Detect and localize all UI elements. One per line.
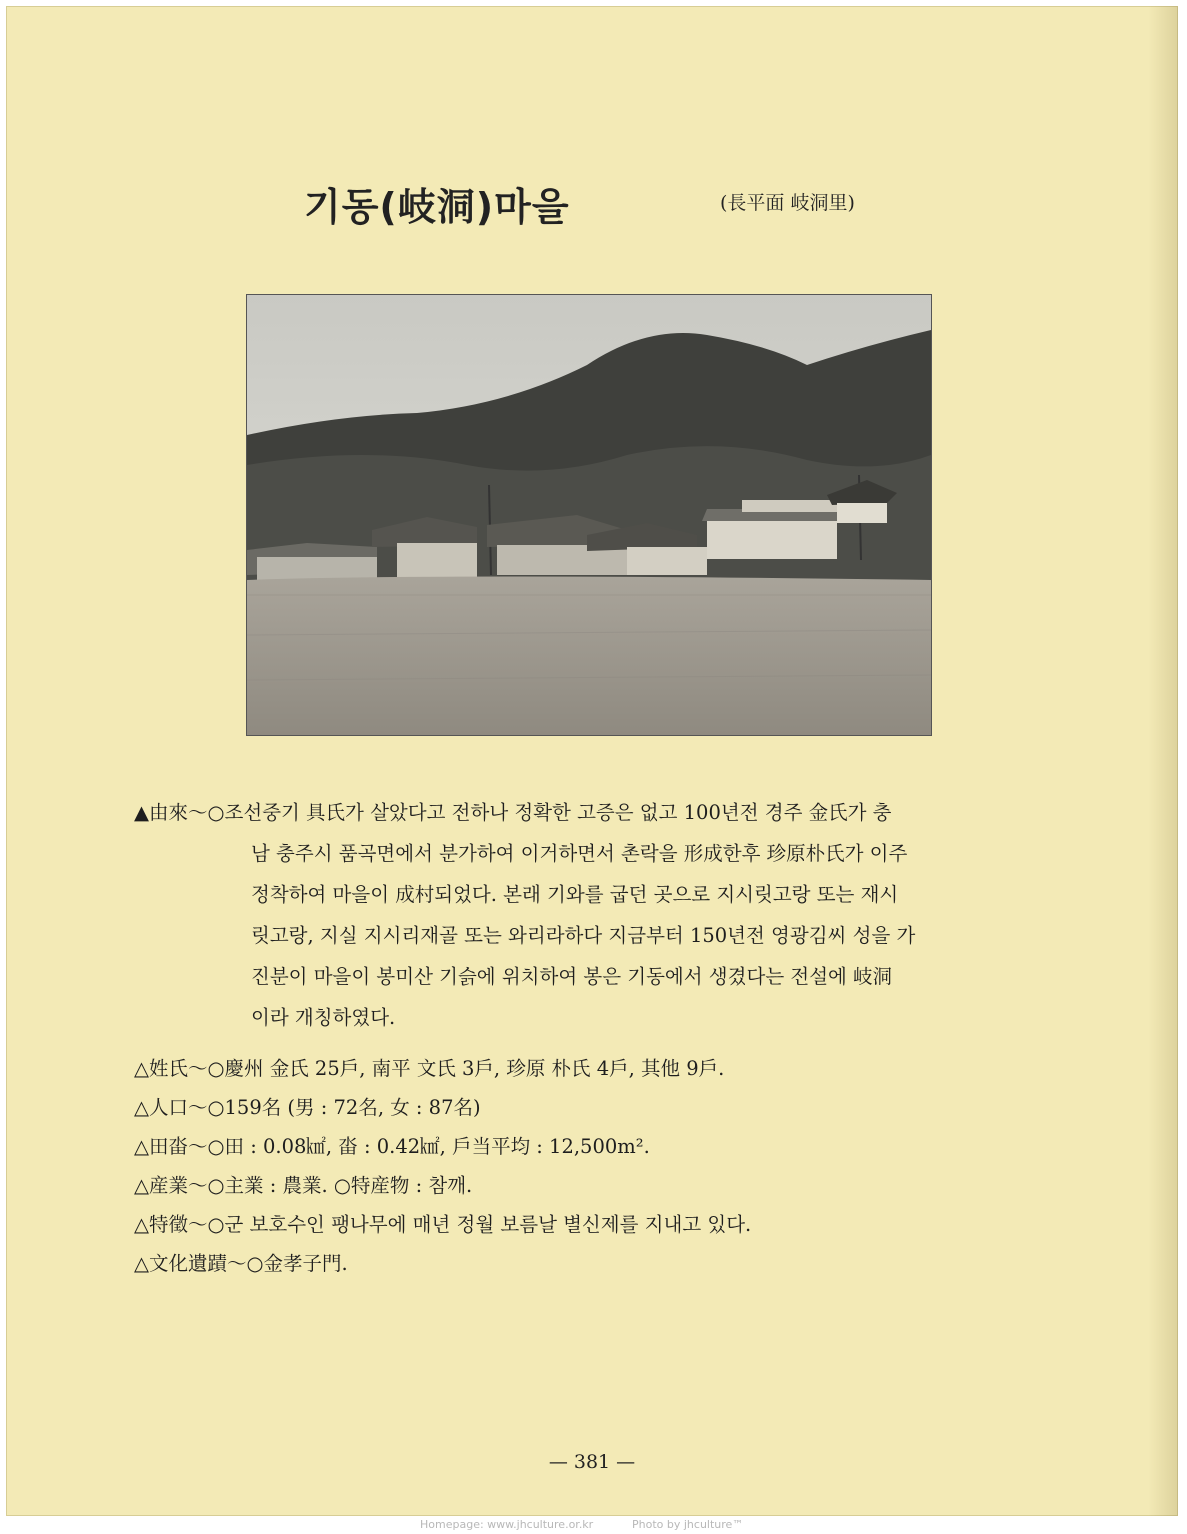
entry-features-text: ○군 보호수인 팽나무에 매년 정월 보름날 별신제를 지내고 있다. <box>207 1213 752 1236</box>
entry-population-text: ○159名 (男 : 72名, 女 : 87名) <box>207 1096 481 1119</box>
entry-origin-line-5: 진분이 마을이 봉미산 기슭에 위치하여 봉은 기동에서 생겼다는 전설에 岐洞 <box>251 965 893 988</box>
scan-footer <box>0 1516 1187 1534</box>
entry-origin-line-4: 릿고랑, 지실 지시리재골 또는 와리라하다 지금부터 150년전 영광김씨 성을 가 <box>251 924 916 947</box>
entry-origin-line-3: 정착하여 마을이 成村되었다. 본래 기와를 굽던 곳으로 지시릿고랑 또는 재시 <box>251 883 899 906</box>
entry-heritage-text: ○金孝子門. <box>246 1252 348 1275</box>
entry-features <box>134 1206 1064 1243</box>
entry-surnames-text: ○慶州 金氏 25戶, 南平 文氏 3戶, 珍原 朴氏 4戶, 其他 9戶. <box>207 1057 725 1080</box>
entry-surnames <box>134 1050 1064 1087</box>
entry-heritage-marker: △文化遺蹟～ <box>134 1252 247 1275</box>
entry-industry <box>134 1167 1064 1204</box>
entry-industry-text: ○主業 : 農業. ○特産物 : 참깨. <box>207 1174 473 1197</box>
entry-population <box>134 1089 1064 1126</box>
book-page <box>6 6 1178 1516</box>
photo-credit: Photo by jhculture™ <box>632 1518 744 1531</box>
entry-farmland <box>134 1128 1064 1165</box>
entry-farmland-marker: △田畓～ <box>134 1135 208 1158</box>
entry-heritage <box>134 1245 1064 1282</box>
entry-origin <box>134 792 1064 1038</box>
entry-origin-line-6: 이라 개칭하였다. <box>251 1006 396 1029</box>
page-gutter-shade <box>1148 6 1178 1516</box>
entry-features-marker: △特徵～ <box>134 1213 208 1236</box>
entry-origin-line-2: 남 충주시 품곡면에서 분가하여 이거하면서 촌락을 形成한후 珍原朴氏가 이주 <box>251 842 908 865</box>
village-info <box>134 792 1064 1284</box>
entry-industry-marker: △産業～ <box>134 1174 208 1197</box>
entry-origin-marker: ▲由來～ <box>134 801 208 824</box>
entry-origin-line-1: ▲由來～○조선중기 具氏가 살았다고 전하나 정확한 고증은 없고 100년전 경주 金氏가 충 <box>134 801 892 824</box>
page-subtitle: (長平面 岐洞里) <box>720 192 855 214</box>
entry-population-marker: △人口～ <box>134 1096 208 1119</box>
page-number: — 381 — <box>548 1451 636 1473</box>
page-title: 기동(岐洞)마을 <box>304 185 570 229</box>
homepage-credit: Homepage: www.jhculture.or.kr <box>420 1518 594 1531</box>
entry-surnames-marker: △姓氏～ <box>134 1057 208 1080</box>
entry-farmland-text: ○田 : 0.08㎢, 畓 : 0.42㎢, 戶当平均 : 12,500m². <box>207 1135 650 1158</box>
village-photo <box>246 294 932 736</box>
